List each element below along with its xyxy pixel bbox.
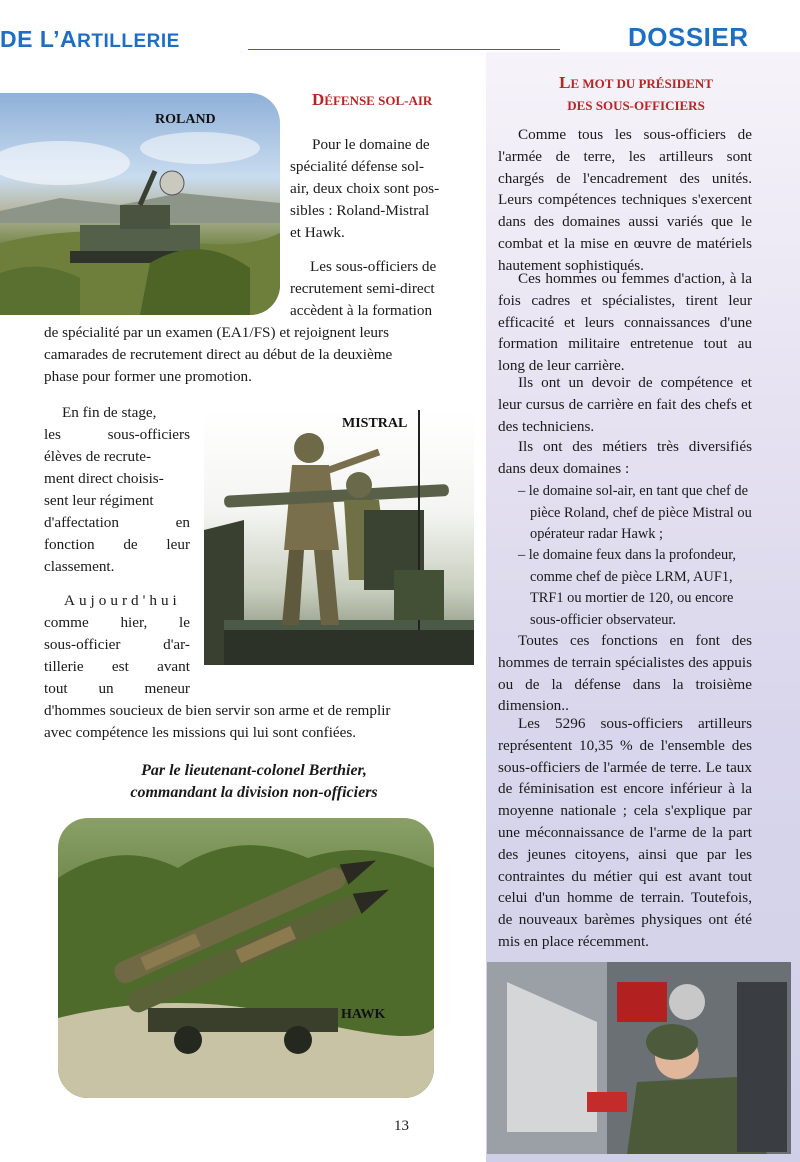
p4-line-5: tout un meneur [44,680,190,697]
list-item-sol-air: – le domaine sol-air, en tant que chef de pièce Roland, chef de pièce Mistral ou opérateur radar Hawk ; [518,483,752,543]
p2-line-1: Les sous-officiers de [310,258,437,275]
hawk-missiles-illustration [58,818,434,1098]
mistral-caption: MISTRAL [342,416,408,431]
p4-line-1: Aujourd'hui [64,592,181,609]
p3-line-8: classement. [44,558,115,575]
roland-photo [0,93,280,315]
p1-line-1: Pour le domaine de [312,136,430,153]
dossier-label: DOSSIER [628,22,749,52]
right-p4: Ils ont des métiers très diversifiés dans deux domaines : [498,438,752,477]
operator-photo [487,962,791,1154]
section-title: DE L’ARTILLERIE [0,26,180,52]
mistral-photo [204,410,474,665]
p4-line-7: avec compétence les missions qui lui sont confiées. [44,724,357,741]
page-number: 13 [394,1118,409,1134]
operator-console-illustration [487,962,791,1154]
byline-role: commandant la division non-officiers [130,784,378,801]
p3-line-3: élèves de recrute- [44,448,152,465]
p4-line-3: sous-officier d'ar- [44,636,190,653]
p4-line-4: tillerie est avant [44,658,190,675]
roland-caption: ROLAND [155,112,216,127]
p3-line-1: En fin de stage, [62,404,157,421]
p3-line-4: ment direct choisis- [44,470,164,487]
p2-line-3: accèdent à la formation [290,302,433,319]
p4-line-2: comme hier, le [44,614,190,631]
right-p2: Ces hommes ou femmes d'action, à la fois cadres et spécialistes, tirent leur efficacité et leurs connaissances d'une formation militaire entretenue tout au long de leur carrière. [498,270,752,375]
p2-line-4: de spécialité par un examen (EA1/FS) et rejoignent leurs [44,324,389,341]
p3-line-7: fonction de leur [44,536,190,553]
hawk-caption: HAWK [341,1007,386,1022]
p1-line-3: air, deux choix sont pos- [290,180,440,197]
p3-line-2: les sous-officiers [44,426,190,443]
header-rule [248,49,560,50]
p4-line-6: d'hommes soucieux de bien servir son arme et de remplir [44,702,391,719]
p2-line-2: recrutement semi-direct [290,280,435,297]
right-p1: Comme tous les sous-officiers de l'armée de terre, les artilleurs sont chargés de l'encadrement des unités. Leurs compétences techniques s'exercent dans des domaines aussi variés que le combat et la mise en œuvre de matériels hautement sophistiqués. [498,126,752,274]
p1-line-4: sibles : Roland-Mistral [290,202,430,219]
mot-du-president-title: LE MOT DU PRÉSIDENT DES SOUS-OFFICIERS [559,73,713,113]
p1-line-5: et Hawk. [290,224,345,241]
roland-vehicle-illustration [0,93,280,315]
p3-line-5: sent leur régiment [44,492,154,509]
p3-line-6: d'affectation en [44,514,190,531]
byline-author: Par le lieutenant-colonel Berthier, [141,762,367,779]
right-p6: Les 5296 sous-officiers artilleurs représentent 10,35 % de l'ensemble des sous-officiers de l'armée de terre. Le taux de féminisation est encore inférieur à la moyenne nationale ; cela s'explique par une méconnaissance de l'arme de la part des jeunes citoyens, ainsi que par les contraintes du métier qui est avant tout celui d'un homme de terrain. Toutefois, de nouveaux barèmes physiques ont été mis en place récemment. [498,715,752,950]
defense-sol-air-title: DÉFENSE SOL-AIR [312,90,433,109]
byline [60,760,448,804]
list-item-feux: – le domaine feux dans la profondeur, comme chef de pièce LRM, AUF1, TRF1 ou mortier de 120, ou encore sous-officier observateur. [518,547,737,628]
right-p3: Ils ont un devoir de compétence et leur cursus de carrière en fait des chefs et des techniciens. [498,374,752,435]
p2-line-6: phase pour former une promotion. [44,368,252,385]
right-p5: Toutes ces fonctions en font des hommes de terrain spécialistes des appuis ou de la défense dans la troisième dimension.. [498,632,752,715]
p2-line-5: camarades de recrutement direct au début de la deuxième [44,346,393,363]
hawk-photo [58,818,434,1098]
p1-line-2: spécialité défense sol- [290,158,425,175]
mistral-soldiers-illustration [204,410,474,665]
